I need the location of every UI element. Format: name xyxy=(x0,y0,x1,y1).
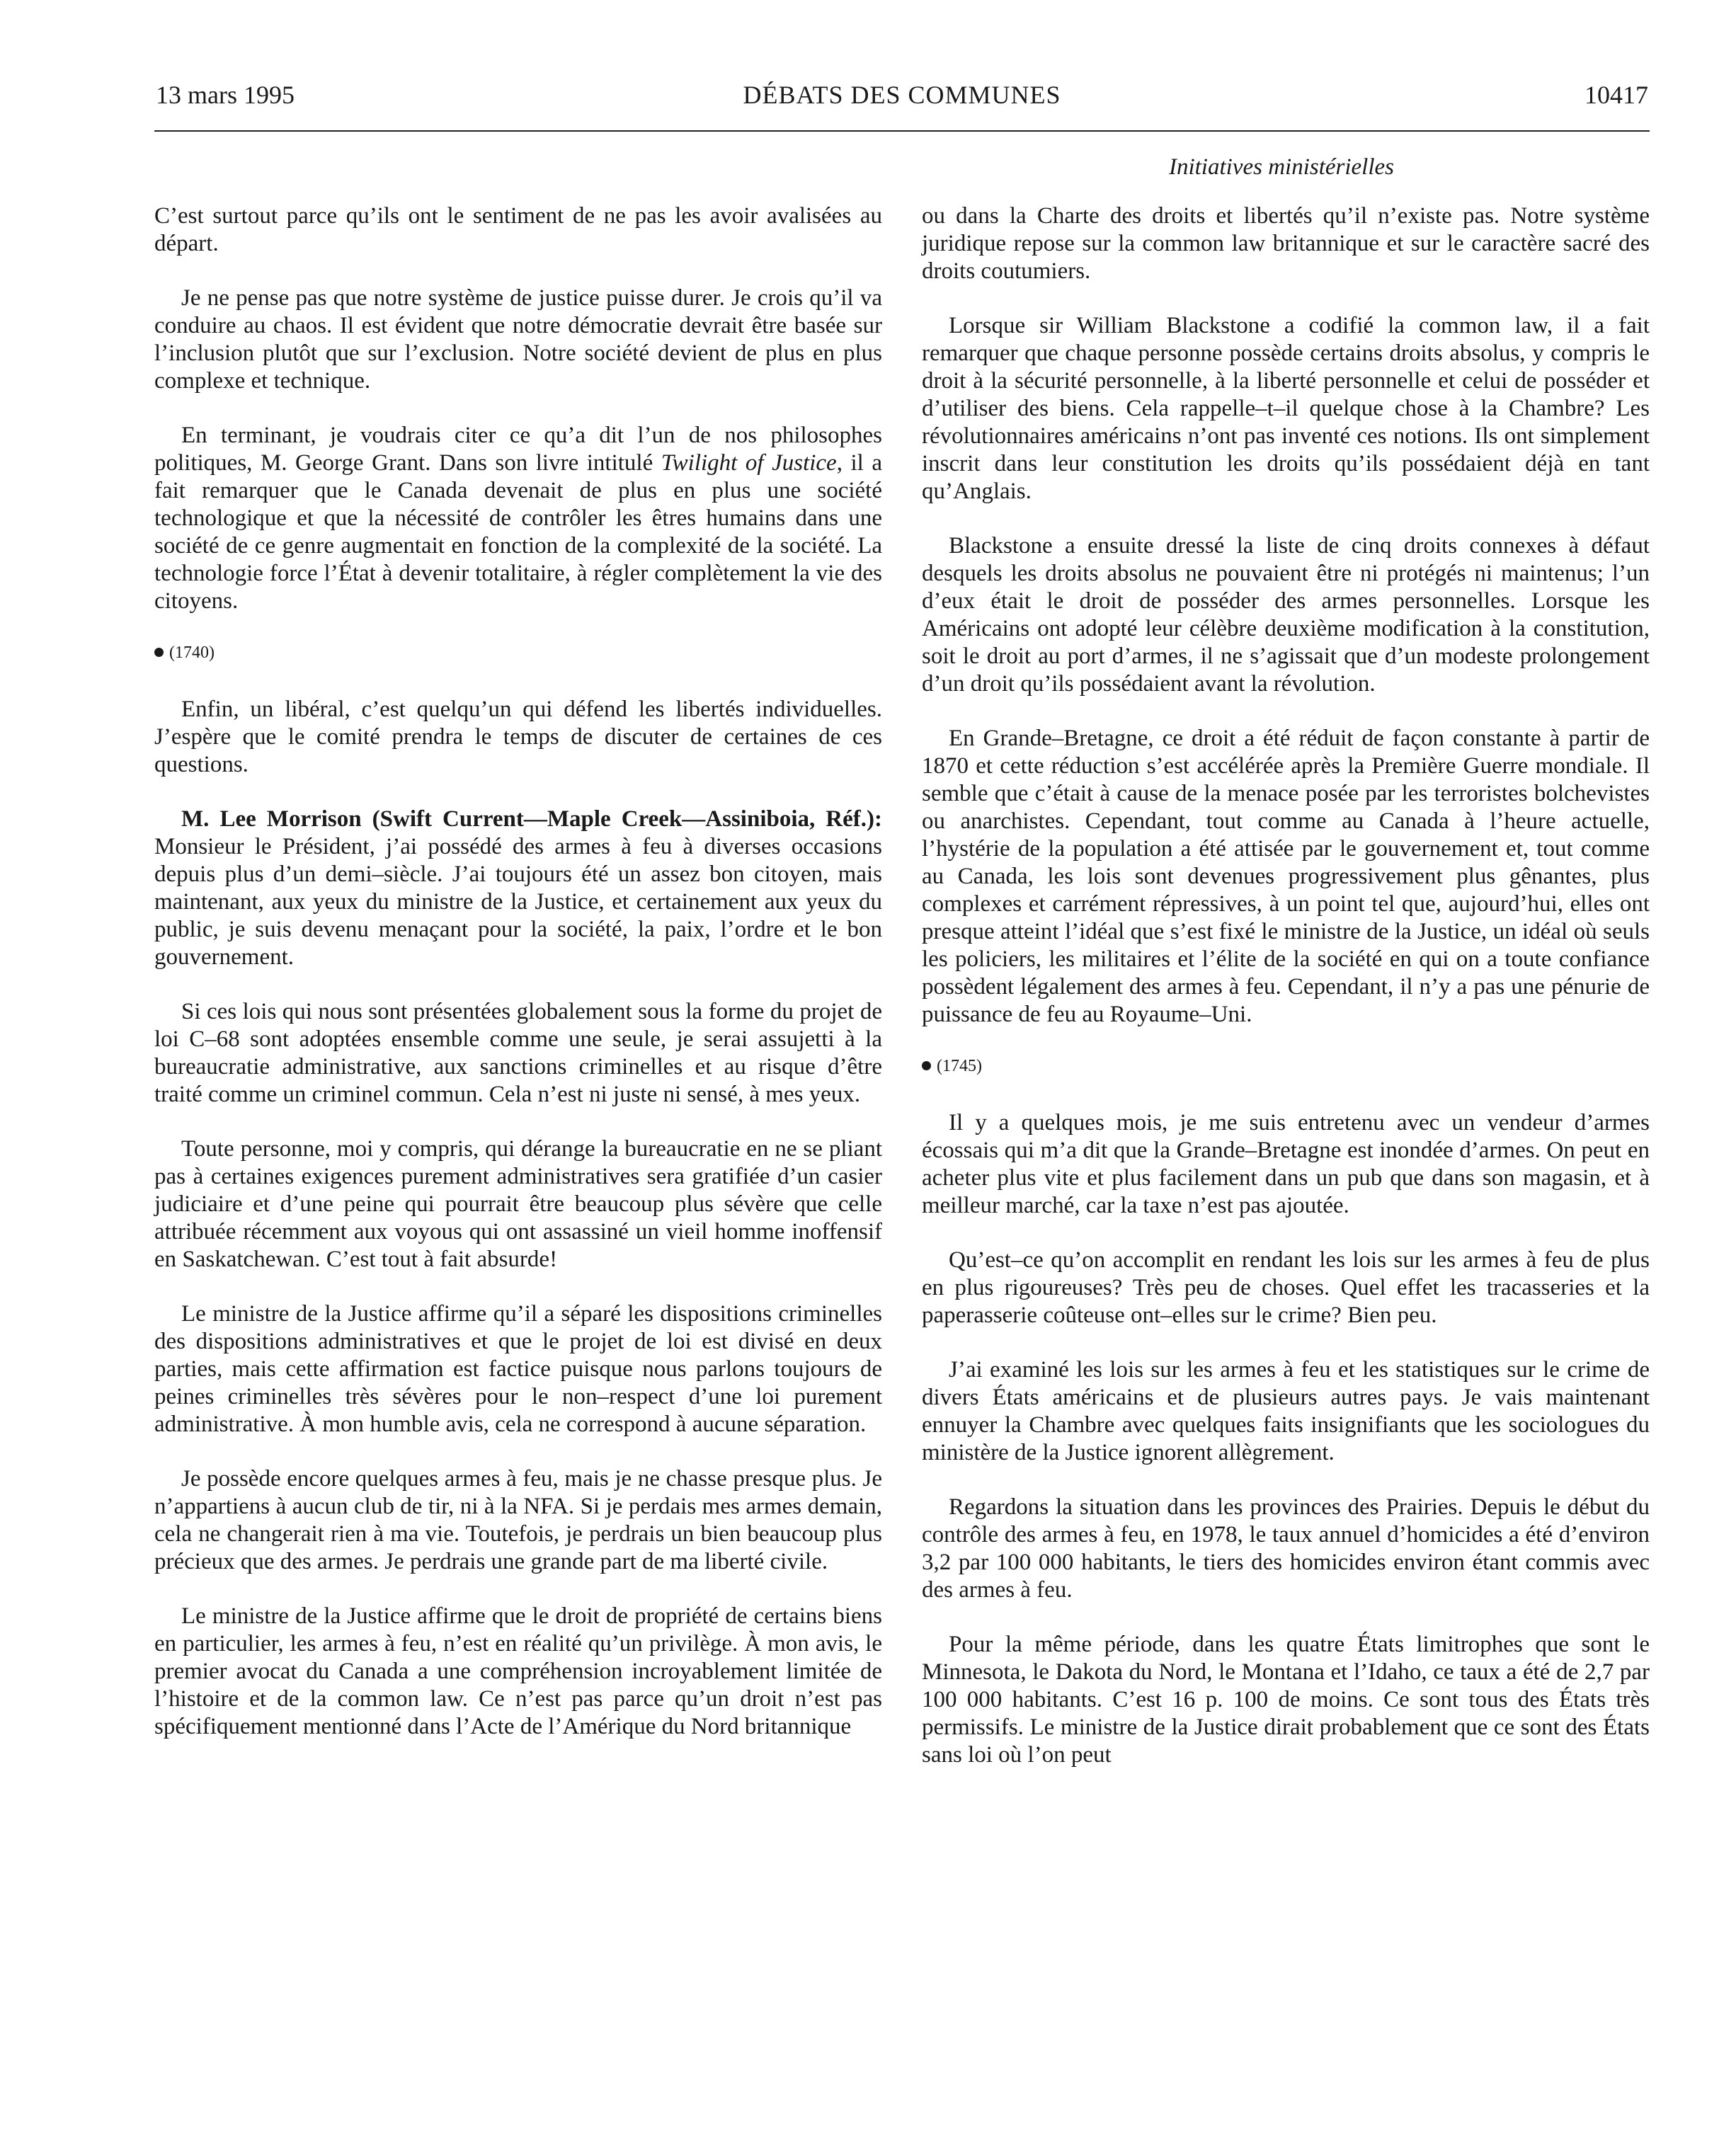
page-number: 10417 xyxy=(1584,81,1648,109)
timestamp-text: (1745) xyxy=(937,1057,982,1075)
right-column xyxy=(922,202,1650,1796)
timestamp xyxy=(922,1055,1650,1077)
header-date: 13 mars 1995 xyxy=(156,81,295,109)
paragraph: Le ministre de la Justice affirme qu’il a séparé les dispositions criminelles des dispositions administratives et que le projet de loi est divisé en deux parties, mais cette affirmation est factice puisque nous parlons toujours de peines criminelles très sévères pour le non–respect d’une loi purement administrative. À mon humble avis, cela ne correspond à aucune séparation. xyxy=(154,1301,882,1437)
section-label: Initiatives ministérielles xyxy=(1168,154,1395,180)
speech-paragraph xyxy=(154,806,882,971)
paragraph: Il y a quelques mois, je me suis entretenu avec un vendeur d’armes écossais qui m’a dit que la Grande–Bretagne est inondée d’armes. On peut en acheter plus vite et plus facilement dans un pub que dans son magasin, et à meilleur marché, car la taxe n’est pas ajoutée. xyxy=(922,1110,1650,1218)
bullet-icon xyxy=(154,648,164,657)
header-title: DÉBATS DES COMMUNES xyxy=(743,81,1061,109)
paragraph: En Grande–Bretagne, ce droit a été réduit de façon constante à partir de 1870 et cette réduction s’est accélérée après la Première Guerre mondiale. Il semble que c’était à cause de la menace posée par les terroristes bolchevistes ou anarchistes. Cependant, tout comme au Canada à l’heure actuelle, l’hystérie de la population a été attisée par le gouvernement et, tout comme au Canada, les lois sont devenues progressivement plus gênantes, plus complexes et carrément répressives, à un point tel que, aujourd’hui, elles ont presque atteint l’idéal que s’est fixé le ministre de la Justice, un idéal où seuls les policiers, les militaires et l’élite de la société en qui on a toute confiance possèdent légalement des armes à feu. Cependant, il n’y a pas une pénurie de puissance de feu au Royaume–Uni. xyxy=(922,726,1650,1027)
book-title: Twilight of Justice xyxy=(661,450,837,476)
paragraph: Je ne pense pas que notre système de justice puisse durer. Je crois qu’il va conduire au chaos. Il est évident que notre démocratie devrait être basée sur l’inclusion plutôt que sur l’exclusion. Notre société devient de plus en plus complexe et technique. xyxy=(154,285,882,394)
paragraph: Lorsque sir William Blackstone a codifié la common law, il a fait remarquer que chaque personne possède certains droits absolus, y compris le droit à la sécurité personnelle, à la liberté personnelle et celui de posséder et d’utiliser des biens. Cela rappelle–t–il quelque chose à la Chambre? Les révolutionnaires américains n’ont pas inventé ces notions. Ils ont simplement inscrit dans leur constitution les droits qu’ils possédaient déjà en tant qu’Anglais. xyxy=(922,313,1650,504)
paragraph: Qu’est–ce qu’on accomplit en rendant les lois sur les armes à feu de plus en plus rigoureuses? Très peu de choses. Quel effet les tracasseries et la paperasserie coûteuse ont–elles sur le crime? Bien peu. xyxy=(922,1247,1650,1328)
timestamp-text: (1740) xyxy=(169,643,215,662)
paragraph: J’ai examiné les lois sur les armes à feu et les statistiques sur le crime de divers États américains et de plusieurs autres pays. Je vais maintenant ennuyer la Chambre avec quelques faits insignifiants que les sociologues du ministère de la Justice ignorent allègrement. xyxy=(922,1357,1650,1465)
paragraph: Blackstone a ensuite dressé la liste de cinq droits connexes à défaut desquels les droits absolus ne pouvaient être ni protégés ni maintenus; l’un d’eux était le droit de posséder des armes personnelles. Lorsque les Américains ont adopté leur célèbre deuxième modification à la constitution, soit le droit au port d’armes, il ne s’agissait que d’un modeste prolongement d’un droit qu’ils possédaient avant la révolution. xyxy=(922,533,1650,697)
paragraph: Regardons la situation dans les provinces des Prairies. Depuis le début du contrôle des armes à feu, en 1978, le taux annuel d’homicides a été d’environ 3,2 par 100 000 habitants, le tiers des homicides environ étant commis avec des armes à feu. xyxy=(922,1494,1650,1603)
paragraph: ou dans la Charte des droits et libertés qu’il n’existe pas. Notre système juridique repose sur la common law britannique et sur le caractère sacré des droits coutumiers. xyxy=(922,203,1650,284)
paragraph: Enfin, un libéral, c’est quelqu’un qui défend les libertés individuelles. J’espère que le comité prendra le temps de discuter de certaines de ces questions. xyxy=(154,697,882,777)
speaker-name: M. Lee Morrison (Swift Current—Maple Creek—Assiniboia, Réf.): xyxy=(181,806,882,832)
paragraph: Le ministre de la Justice affirme que le droit de propriété de certains biens en particulier, les armes à feu, n’est en réalité qu’un privilège. À mon avis, le premier avocat du Canada a une compréhension incroyablement limitée de l’histoire et de la common law. Ce n’est pas parce qu’un droit n’est pas spécifiquement mentionné dans l’Acte de l’Amérique du Nord britannique xyxy=(154,1603,882,1739)
paragraph-text: Monsieur le Président, j’ai possédé des armes à feu à diverses occasions depuis plus d’un demi–siècle. J’ai toujours été un assez bon citoyen, mais maintenant, aux yeux du ministre de la Justice, et certainement aux yeux du public, je suis devenu menaçant pour la société, la paix, l’ordre et le bon gouvernement. xyxy=(154,834,882,970)
timestamp xyxy=(154,642,882,663)
paragraph: C’est surtout parce qu’ils ont le sentiment de ne pas les avoir avalisées au départ. xyxy=(154,203,882,256)
paragraph: Je possède encore quelques armes à feu, mais je ne chasse presque plus. Je n’appartiens à aucun club de tir, ni à la NFA. Si je perdais mes armes demain, cela ne changerait rien à ma vie. Toutefois, je perdrais un bien beaucoup plus précieux que des armes. Je perdrais une grande part de ma liberté civile. xyxy=(154,1466,882,1574)
paragraph xyxy=(154,422,882,615)
paragraph: Pour la même période, dans les quatre États limitrophes que sont le Minnesota, le Dakota du Nord, le Montana et l’Idaho, ce taux a été de 2,7 par 100 000 habitants. C’est 16 p. 100 de moins. Ce sont tous des États très permissifs. Le ministre de la Justice dirait probablement que ce sont des États sans loi où l’on peut xyxy=(922,1632,1650,1768)
paragraph: Si ces lois qui nous sont présentées globalement sous la forme du projet de loi C–68 sont adoptées ensemble comme une seule, je serai assujetti à la bureaucratie administrative, aux sanctions criminelles et au risque d’être traité comme un criminel commun. Cela n’est ni juste ni sensé, à mes yeux. xyxy=(154,999,882,1107)
bullet-icon xyxy=(922,1061,931,1070)
page-header xyxy=(154,74,1650,132)
paragraph: Toute personne, moi y compris, qui dérange la bureaucratie en ne se pliant pas à certaines exigences purement administratives sera gratifiée d’un casier judiciaire et d’une peine qui pourrait être beaucoup plus sévère que celle attribuée récemment aux voyous qui ont assassiné un vieil homme inoffensif en Saskatchewan. C’est tout à fait absurde! xyxy=(154,1136,882,1272)
paragraph-text: En terminant, je voudrais citer ce qu’a dit l’un de nos philosophes politiques, M. George Grant. Dans son livre intitulé xyxy=(154,423,882,476)
left-column xyxy=(154,202,882,1768)
paragraph-text: , il a fait remarquer que le Canada devenait de plus en plus une société technologique et que la nécessité de contrôler les êtres humains dans une société de ce genre augmentait en fonction de la complexité de la société. La technologie force l’État à devenir totalitaire, à régler complètement la vie des citoyens. xyxy=(154,450,882,614)
